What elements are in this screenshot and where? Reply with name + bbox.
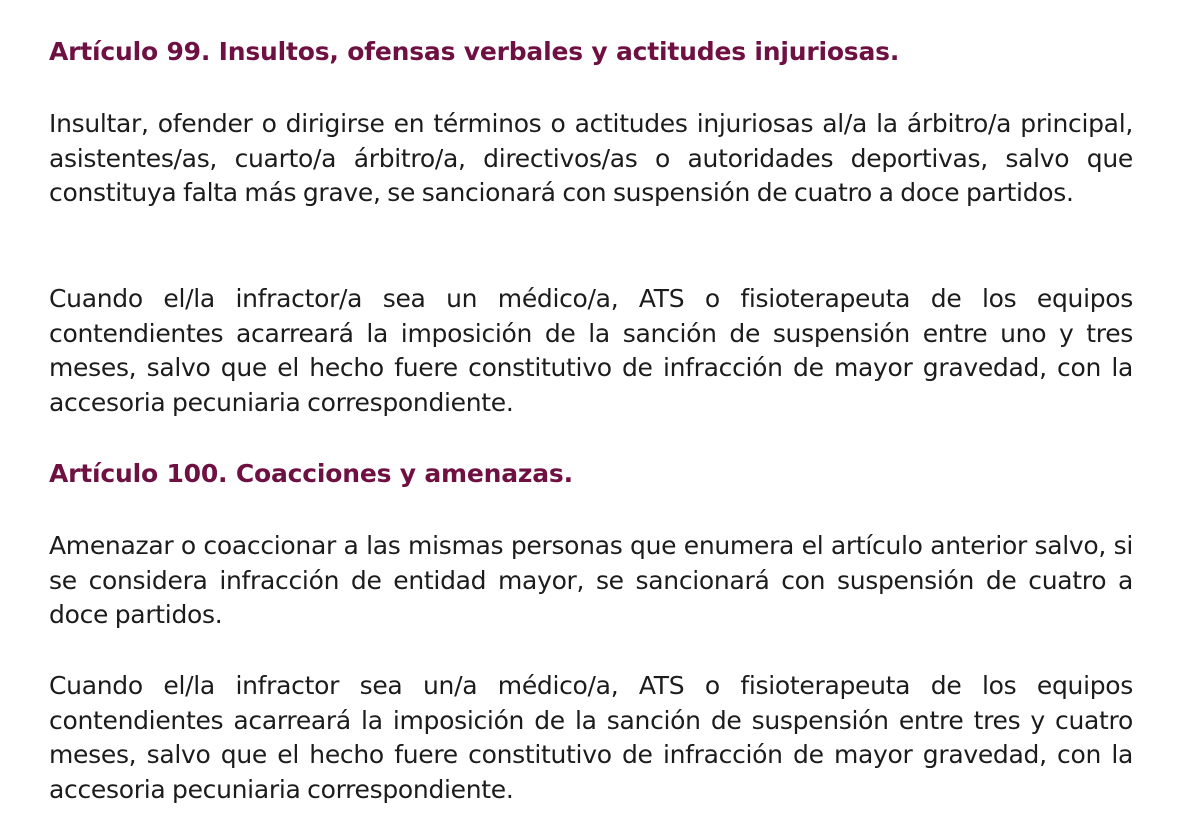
- article-100-title: Artículo 100. Coacciones y amenazas.: [49, 459, 573, 488]
- article-100-paragraph-2: Cuando el/la infractor sea un/a médico/a, ATS o fisioterapeuta de los equipos contendientes acarreará la imposición de la sanción de suspensión entre tres y cuatro meses, salvo que el hecho fuere constitutivo de infracción de mayor gravedad, con la accesoria pecuniaria correspondiente.: [49, 671, 1133, 804]
- article-99-paragraph-2: Cuando el/la infractor/a sea un médico/a, ATS o fisioterapeuta de los equipos contendientes acarreará la imposición de la sanción de suspensión entre uno y tres meses, salvo que el hecho fuere constitutivo de infracción de mayor gravedad, con la accesoria pecuniaria correspondiente.: [49, 284, 1133, 417]
- article-100-paragraph-1: Amenazar o coaccionar a las mismas personas que enumera el artículo anterior salvo, si se considera infracción de entidad mayor, se sancionará con suspensión de cuatro a doce partidos.: [49, 531, 1133, 630]
- article-99-title: Artículo 99. Insultos, ofensas verbales y actitudes injuriosas.: [49, 37, 900, 66]
- article-99-paragraph-1: Insultar, ofender o dirigirse en términos o actitudes injuriosas al/a la árbitro/a principal, asistentes/as, cuarto/a árbitro/a, directivos/as o autoridades deportivas, salvo que constituya falta más grave, se sancionará con suspensión de cuatro a doce partidos.: [49, 109, 1133, 208]
